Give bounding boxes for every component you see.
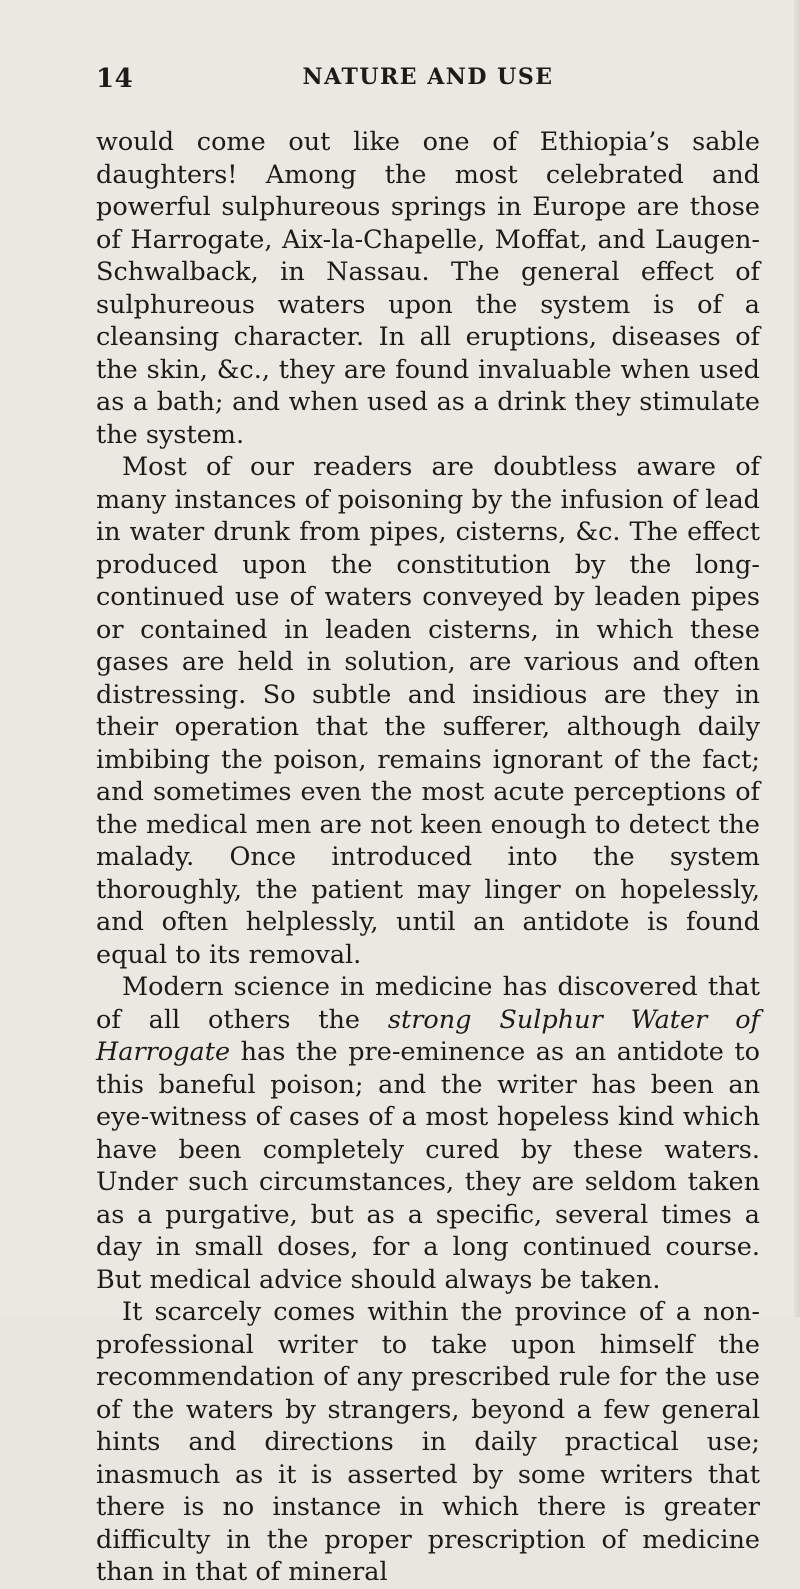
paragraph-3 [96,971,760,1296]
body-text [96,126,760,1589]
paragraph-3-end: has the pre-eminence as an antidote to this baneful poison; and the writer has been an eye-witness of cases of a most hopeless kind which have been completely cured by these waters. Under such circumstances, they are seldom taken as a purgative, but as a specific, several times a day in small doses, for a long continued course. But medical advice should always be taken. [96,1037,760,1295]
running-title: NATURE AND USE [302,64,554,90]
running-head [96,64,760,104]
paragraph-2: Most of our readers are doubtless aware of many instances of poisoning by the infusion of lead in water drunk from pipes, cisterns, &c. The effect produced upon the constitution by the long-continued use of waters conveyed by leaden pipes or contained in leaden cisterns, in which these gases are held in solution, are various and often distressing. So subtle and insidious are they in their operation that the sufferer, although daily imbibing the poison, remains ignorant of the fact; and sometimes even the most acute perceptions of the medical men are not keen enough to detect the malady. Once introduced into the system thoroughly, the patient may linger on hopelessly, and often helplessly, until an antidote is found equal to its removal. [96,452,760,970]
paragraph-1: would come out like one of Ethiopia’s sable daughters! Among the most celebrated and powerful sulphureous springs in Europe are those of Harrogate, Aix-la-Chapelle, Moffat, and Laugen-Schwalback, in Nassau. The general effect of sulphureous waters upon the system is of a cleansing character. In all eruptions, diseases of the skin, &c., they are found invaluable when used as a bath; and when used as a drink they stimulate the system. [96,127,760,450]
italic-phrase: strong Sulphur Water of Harrogate [96,1004,760,1067]
paragraph-3-start: Modern science in medicine has discovered that of all others the [96,972,760,1035]
page-edge-shadow [794,0,800,1317]
page-number: 14 [96,64,134,94]
paragraph-4: It scarcely comes within the province of a non-professional writer to take upon himself the recommendation of any prescribed rule for the use of the waters by strangers, beyond a few general hints and directions in daily practical use; inasmuch as it is asserted by some writers that there is no instance in which there is greater difficulty in the proper prescription of medicine than in that of mineral [96,1297,760,1587]
